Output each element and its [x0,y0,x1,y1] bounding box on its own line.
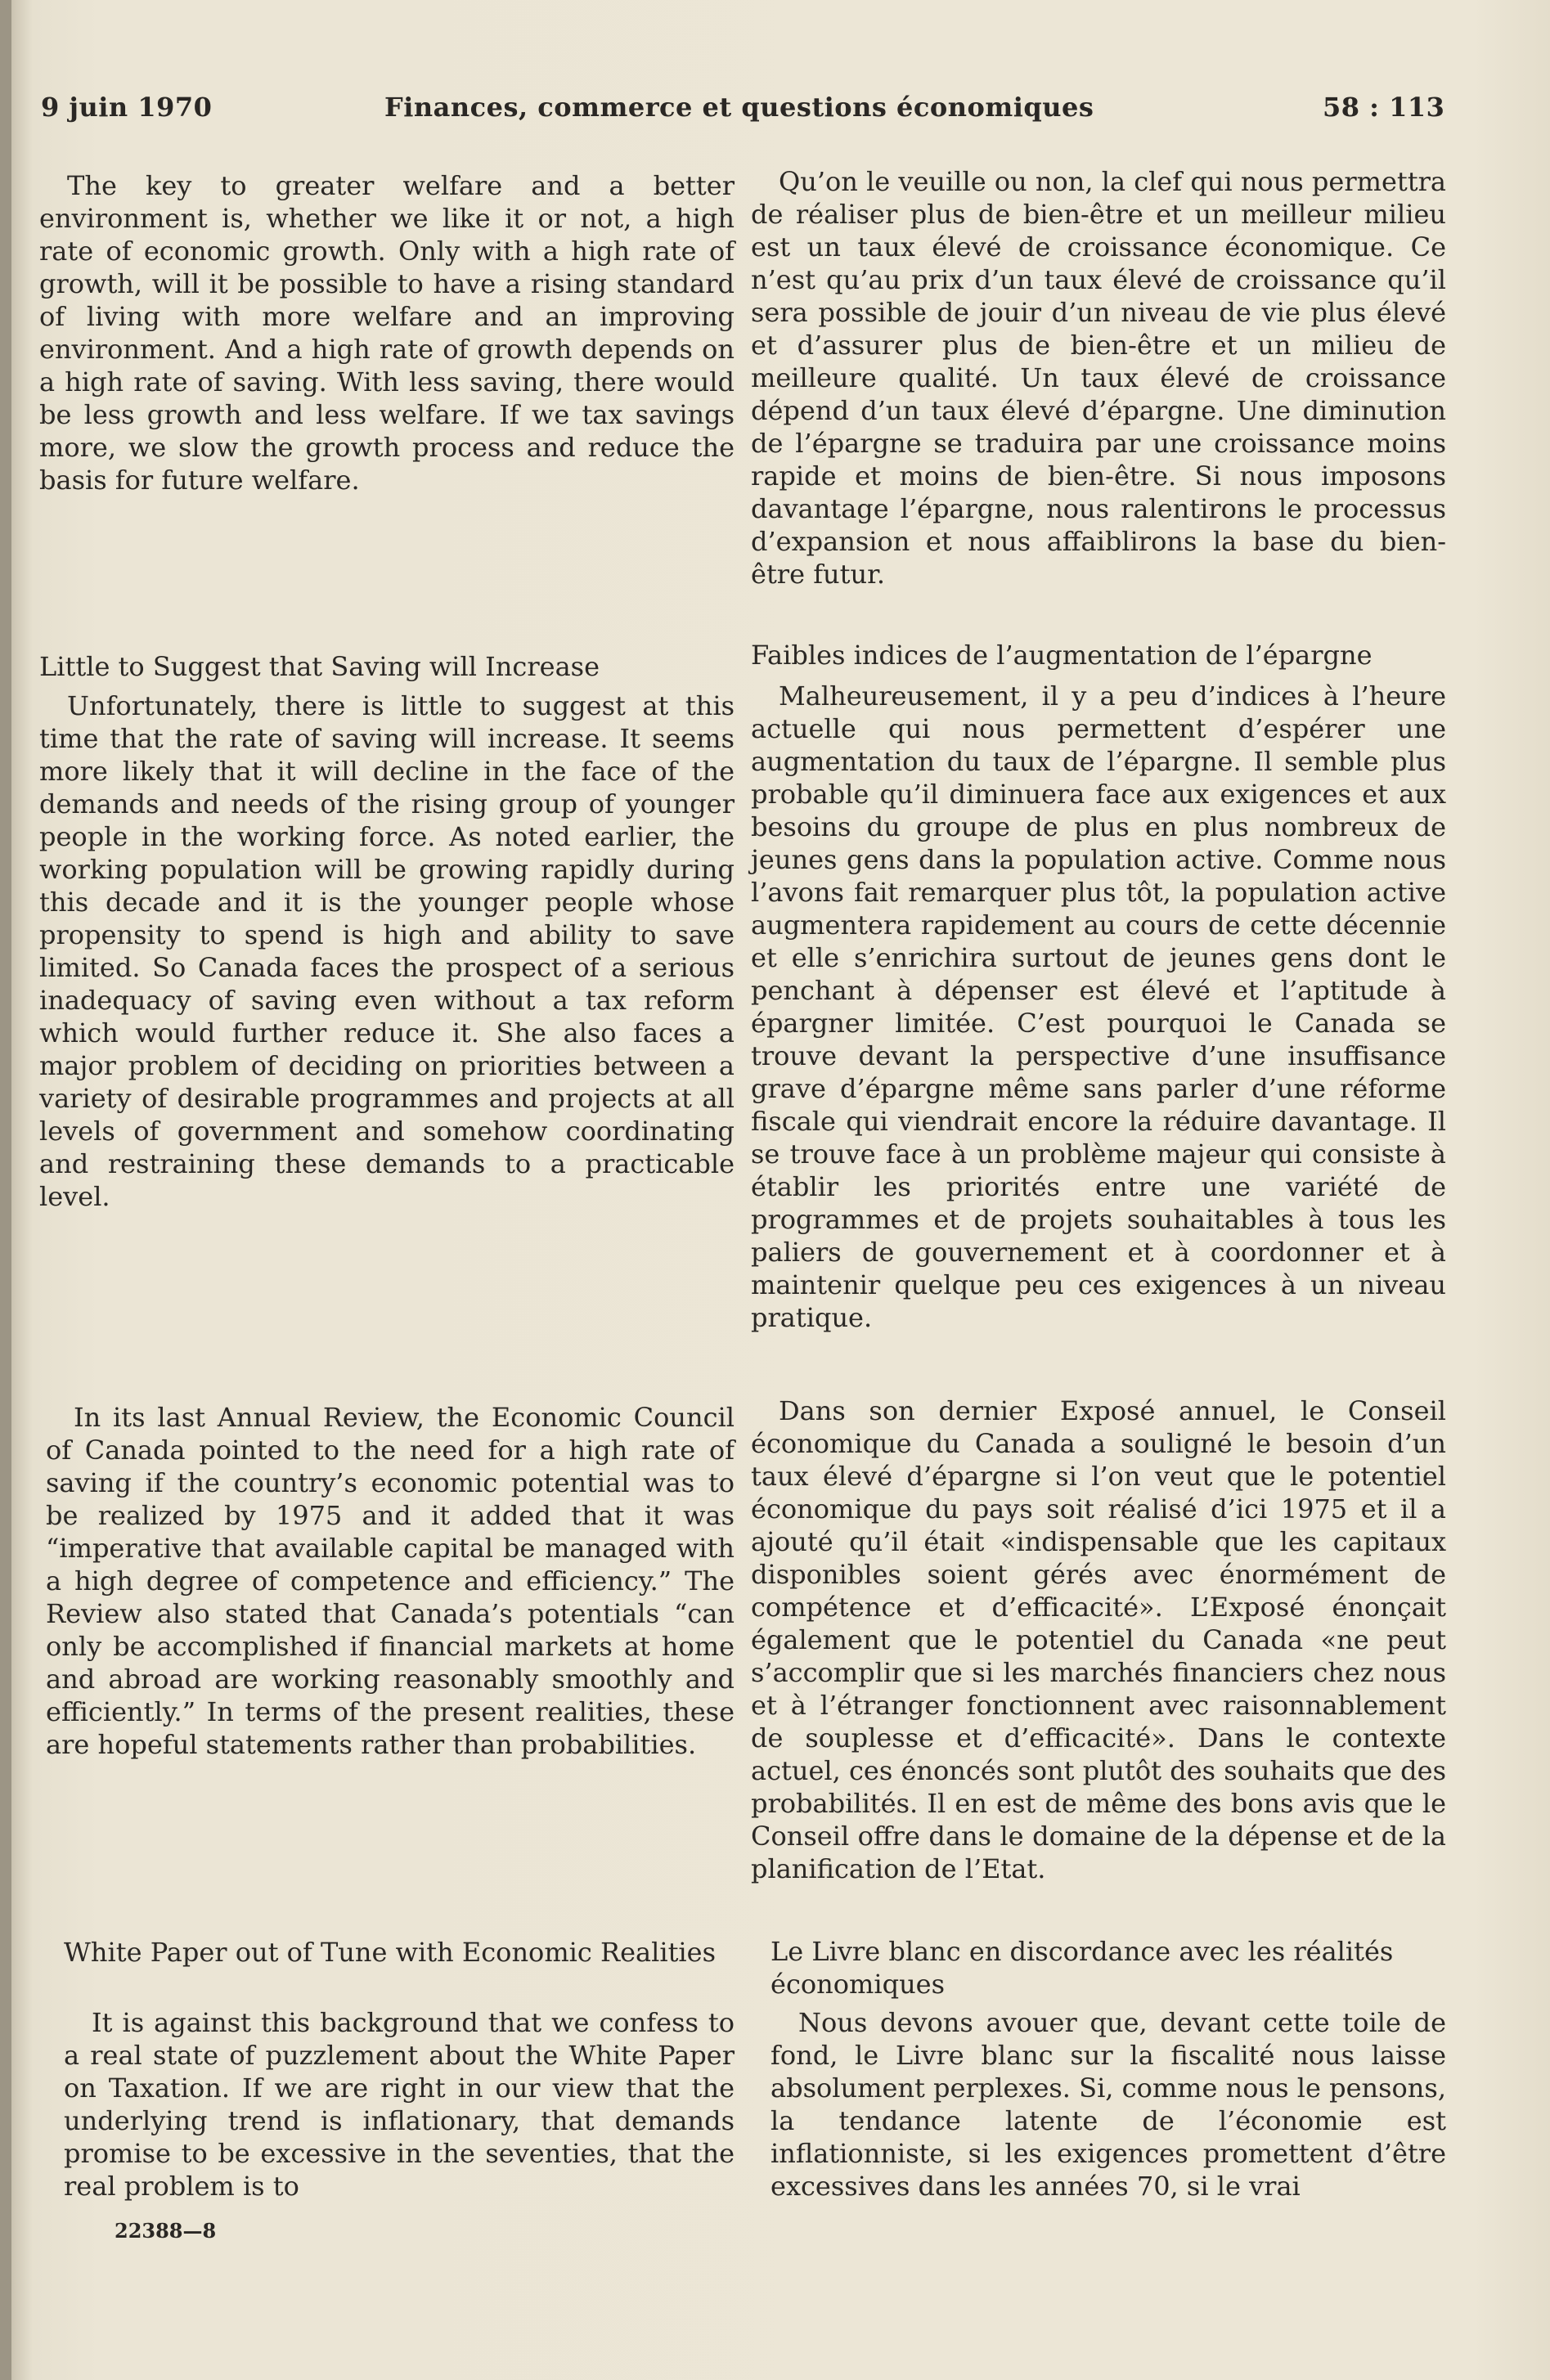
english-heading-saving: Little to Suggest that Saving will Increase [39,651,600,682]
french-paragraph-welfare: Qu’on le veuille ou non, la clef qui nous permettra de réaliser plus de bien-être et un meilleur milieu est un taux élevé de croissance économique. Ce n’est qu’au prix d’un taux élevé de croissance qu’il sera possible de jouir d’un niveau de vie plus élevé et d’assurer plus de bien-être et un milieu de meilleure qualité. Un taux élevé de croissance dépend d’un taux élevé d’épargne. Une diminution de l’épargne se traduira par une croissance moins rapide et moins de bien-être. Si nous imposons davantage l’épargne, nous ralentirons le processus d’expansion et nous affaiblirons la base du bien-être futur. [751,166,1446,590]
french-paragraph-white-paper: Nous devons avouer que, devant cette toile de fond, le Livre blanc sur la fiscalité nous laisse absolument perplexes. Si, comme nous le pensons, la tendance latente de l’économie est inflationniste, si les exigences promettent d’être excessives dans les années 70, si le vrai [771,2007,1446,2202]
french-heading-saving: Faibles indices de l’augmentation de l’épargne [751,640,1373,671]
english-paragraph-white-paper: It is against this background that we confess to a real state of puzzlement about the White Paper on Taxation. If we are right in our view that the underlying trend is inflationary, that demands promise to be excessive in the seventies, that the real problem is to [64,2007,735,2202]
footer-code: 22388—8 [115,2219,217,2243]
header-date: 9 juin 1970 [41,92,213,123]
page-number: 58 : 113 [1323,92,1445,123]
book-spine-shadow [0,0,11,2380]
english-paragraph-welfare: The key to greater welfare and a better environment is, whether we like it or not, a high rate of economic growth. Only with a high rate of growth, will it be possible to have a rising standard of living with more welfare and an improving environment. And a high rate of growth depends on a high rate of saving. With less saving, there would be less growth and less welfare. If we tax savings more, we slow the growth process and reduce the basis for future welfare. [39,170,735,496]
french-paragraph-review: Dans son dernier Exposé annuel, le Conseil économique du Canada a souligné le besoin d’un taux élevé d’épargne si l’on veut que le potentiel économique du pays soit réalisé d’ici 1975 et il a ajouté qu’il était «indispensable que les capitaux disponibles soient gérés avec énormément de compétence et d’efficacité». L’Exposé énonçait également que le potentiel du Canada «ne peut s’accomplir que si les marchés financiers chez nous et à l’étranger fonctionnent avec raisonnablement de souplesse et d’efficacité». Dans le contexte actuel, ces énoncés sont plutôt des souhaits que des probabilités. Il en est de même des bons avis que le Conseil offre dans le domaine de la dépense et de la planification de l’Etat. [751,1395,1446,1884]
french-heading-white-paper: Le Livre blanc en discordance avec les réalités économiques [771,1936,1394,2000]
english-paragraph-saving: Unfortunately, there is little to suggest at this time that the rate of saving will increase. It seems more likely that it will decline in the face of the demands and needs of the rising group of younger people in the working force. As noted earlier, the working population will be growing rapidly during this decade and it is the younger people whose propensity to spend is high and ability to save limited. So Canada faces the prospect of a serious inadequacy of saving even without a tax reform which would further reduce it. She also faces a major problem of deciding on priorities between a variety of desirable programmes and projects at all levels of government and somehow coordinating and restraining these demands to a practicable level. [39,690,735,1212]
english-heading-white-paper: White Paper out of Tune with Economic Realities [64,1937,717,1968]
english-paragraph-review: In its last Annual Review, the Economic Council of Canada pointed to the need for a high rate of saving if the country’s economic potential was to be realized by 1975 and it added that it was “imperative that available capital be managed with a high degree of competence and efficiency.” The Review also stated that Canada’s potentials “can only be accomplished if financial markets at home and abroad are working reasonably smoothly and efficiently.” In terms of the present realities, these are hopeful statements rather than probabilities. [46,1402,735,1760]
french-paragraph-saving: Malheureusement, il y a peu d’indices à l’heure actuelle qui nous permettent d’espérer une augmentation du taux de l’épargne. Il semble plus probable qu’il diminuera face aux exigences et aux besoins du groupe de plus en plus nombreux de jeunes gens dans la population active. Comme nous l’avons fait remarquer plus tôt, la population active augmentera rapidement au cours de cette décennie et elle s’enrichira surtout de jeunes gens dont le penchant à dépenser est élevé et l’aptitude à épargner limitée. C’est pourquoi le Canada se trouve devant la perspective d’une insuffisance grave d’épargne même sans parler d’une réforme fiscale qui viendrait encore la réduire davantage. Il se trouve face à un problème majeur qui consiste à établir les priorités entre une variété de programmes et de projets souhaitables à tous les paliers de gouvernement et à coordonner et à maintenir quelque peu ces exigences à un niveau pratique. [751,680,1446,1333]
header-title: Finances, commerce et questions économiques [384,92,1094,123]
